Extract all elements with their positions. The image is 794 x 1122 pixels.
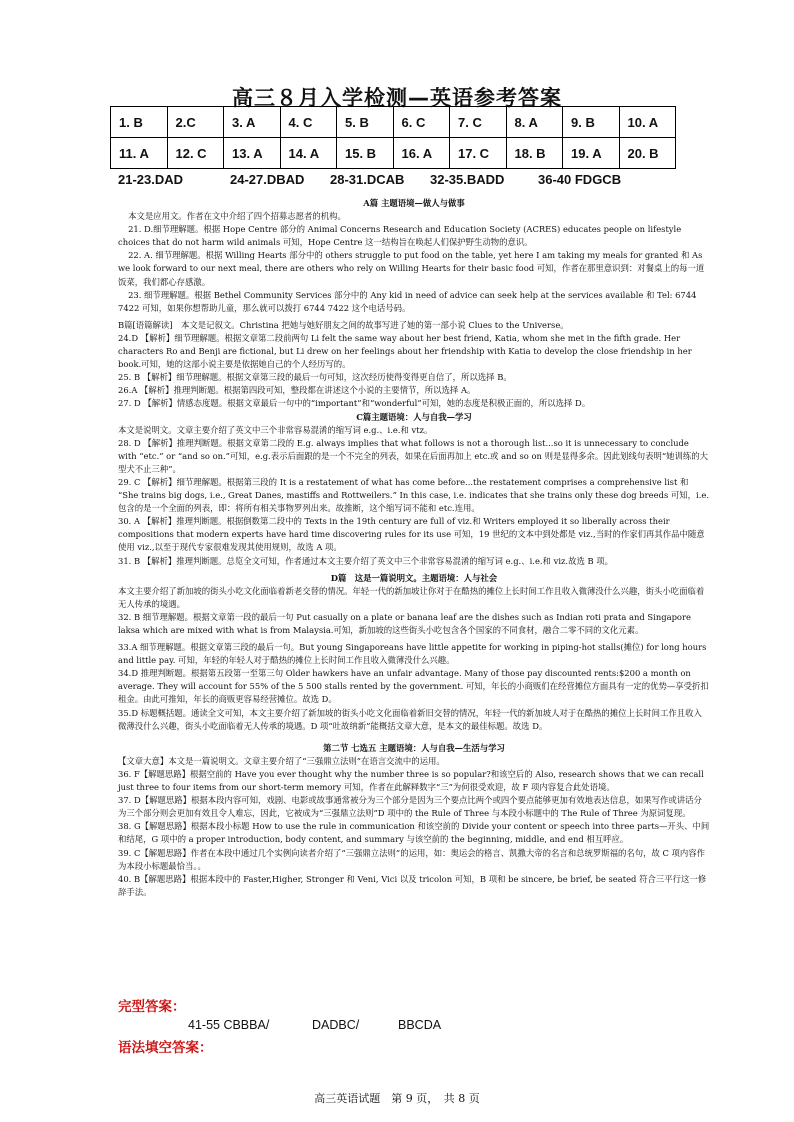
- paragraph: 38. G【解题思路】根据本段小标题 How to use the rule in communication 和该空前的 Divide your content or speech into three parts—开头、中间和结尾，G 项中的 a proper introduction, body content, and summary 与该空前的 the beginning, middle, and end 相互呼应。: [118, 821, 710, 845]
- paragraph: 39. C【解题思路】作者在本段中通过几个实例向读者介绍了“三强鼎立法则”的运用，如：奥运会的格言、凯撒大帝的名言和总统罗斯福的名句，故 C 项内容作为本段小标题最恰当。。: [118, 847, 706, 871]
- answer-cell: 12. C: [167, 138, 224, 169]
- section-d-heading: D篇 这是一篇说明文。主题语境：人与社会: [330, 572, 498, 583]
- answer-cell: 19. A: [563, 138, 620, 169]
- paragraph: 40. B【解题思路】根据本段中的 Faster,Higher, Stronger 和 Veni, Vici 以及 tricolon 可知，B 项和 be sincere, be brief, be seated 符合三平行这一修辞手法。: [118, 873, 707, 897]
- answer-cell: 7. C: [450, 107, 507, 138]
- multi-answer: 32-35.BADD: [430, 172, 505, 187]
- answer-cell: 14. A: [280, 138, 337, 169]
- paragraph: 32. B 细节理解题。根据文章第一段的最后一句 Put casually on a plate or banana leaf are the dishes such as Indian roti prata and Singapore laksa which are mixed with what is from Malaysia.可知，新加坡的这些街头小吃包含各个国家的不同食材，融合二零不同的文化元素。: [118, 611, 691, 635]
- section-b-intro: B篇[语篇解读] 本文是记叙文。Christina 把她与她好朋友之间的故事写进了她的第一部小说 Clues to the Universe。: [118, 319, 569, 330]
- paragraph: 30. A 【解析】推理判断题。根据倒数第二段中的 Texts in the 19th century are full of viz.和 Writers employed it so liberally across their compositions that modern experts have hard time discovering rules for its use 可知，19 世纪的文本中到处都是 viz.,当时的作家们再其作品中随意使用 viz.,以至于现代专家很难发现其使用规则，故选 A 项。: [118, 516, 705, 553]
- answer-cell: 10. A: [619, 107, 676, 138]
- paragraph: 24.D 【解析】细节理解题。根据文章第二段前两句 Li felt the same way about her best friend, Katia, whom she met in the fifth grade. Her characters Ro and Benji are fictional, but Li drew on her feelings about her friendship with Katia to develop the close friendship in her book.可知，她的这部小说主要是依据她自己的个人经历写的。: [118, 332, 692, 370]
- paragraph: 27. D 【解析】情感态度题。根据文章最后一句中的“important”和“wonderful”可知，她的态度是积极正面的，所以选择 D。: [118, 398, 591, 409]
- paragraph: 23. 细节理解题。根据 Bethel Community Services 部分中的 Any kid in need of advice can seek help at the services available 和 Tel: 6744 7422 可知，如果你想帮助儿童，那么就可以拨打 6744 7422 这个电话号码。: [118, 289, 697, 313]
- answer-table: [110, 106, 676, 169]
- multi-answer: 28-31.DCAB: [330, 172, 405, 187]
- answer-cell: 16. A: [393, 138, 450, 169]
- multi-answer: 36-40 FDGCB: [538, 172, 622, 187]
- paragraph: 22. A. 细节理解题。根据 Willing Hearts 部分中的 others struggle to put food on the table, yet here I am taking my meals for granted 和 As we look forward to our next meal, there are others who rely on Willing Hearts for their basic food 可知，作者在那里意识到：对餐桌上的每一道饭菜，我们都心存感激。: [118, 250, 705, 287]
- answer-cell: 1. B: [111, 107, 168, 138]
- cloze-answer: BBCDA: [398, 1018, 442, 1032]
- paragraph: 【文章大意】本文是一篇说明文。文章主要介绍了“三强鼎立法则”在语言交流中的运用。: [118, 755, 445, 766]
- paragraph: 33.A 细节理解题。根据文章第三段的最后一句。But young Singaporeans have little appetite for working in piping-hot stalls(摊位) for long hours and little pay. 可知，年轻的年轻人对于酷热的摊位上长时间工作且收入微薄没什么兴趣。: [118, 642, 707, 666]
- answer-cell: 3. A: [224, 107, 281, 138]
- answer-cell: 18. B: [506, 138, 563, 169]
- section-seven-five-heading: 第二节 七选五 主题语境：人与自我—生活与学习: [323, 742, 505, 753]
- paragraph: 29. C 【解析】细节理解题。根据第三段的 It is a restatement of what has come before...the restatement comprises a comprehensive list 和 “She trains big dogs, i.e., Great Danes, mastiffs and Rottweilers.” In this case, i.e. indicates that she trains only these dog breeds 可知，i.e.包含的是一个全面的列表，即：将所有相关事物罗列出来。故推断，这个缩写词不能和 etc.连用。: [118, 476, 709, 514]
- cloze-heading: 完型答案：: [118, 999, 186, 1015]
- paragraph: 31. B 【解析】推理判断题。总览全文可知，作者通过本文主要介绍了英文中三个非常容易混淆的缩写词 e.g.、i.e.和 viz.故选 B 项。: [118, 555, 614, 566]
- paragraph: 本文是应用文。作者在文中介绍了四个招募志愿者的机构。: [128, 211, 346, 222]
- page-title: 高三８月入学检测—英语参考答案: [232, 86, 562, 110]
- paragraph: 35.D 标题概括题。通读全文可知，本文主要介绍了新加坡的街头小吃文化面临着新旧交替的情况，年轻一代的新加坡人对于在酷热的摊位上长时间工作且收入微薄没什么兴趣，街头小吃面临着无人传承的境遇。D 项“吐故纳新”能概括文章大意，是本文的最佳标题。故选 D。: [118, 707, 702, 731]
- paragraph: 21. D.细节理解题。根据 Hope Centre 部分的 Animal Concerns Research and Education Society (ACRES) educates people on lifestyle choices that do not harm wild animals 可知，Hope Centre 这一结构旨在唤起人们保护野生动物的意识。: [118, 224, 682, 248]
- cloze-answer: DADBC/: [312, 1018, 360, 1032]
- answer-cell: 8. A: [506, 107, 563, 138]
- paragraph: 本文是说明文。文章主要介绍了英文中三个非常容易混淆的缩写词 e.g.、i.e.和 vtz。: [118, 424, 433, 435]
- paragraph: 37. D【解题思路】根据本段内容可知，戏剧、电影或故事通常被分为三个部分是因为三个要点比两个或四个要点能够更加有效地表达信息，如果写作或讲话分为三个部分则会更加有效且令人难忘，因此，它被成为“三强鼎立法则”D 项中的 the Rule of Three 与本段小标题中的 The Rule of Three 为原词复现。: [118, 795, 702, 819]
- answer-cell: 17. C: [450, 138, 507, 169]
- answer-row-2: [111, 138, 676, 169]
- paragraph: 25. B 【解析】细节理解题。根据文章第三段的最后一句可知，这次经历使得变得更自信了，所以选择 B。: [118, 372, 512, 383]
- multi-answer: 24-27.DBAD: [230, 172, 305, 187]
- answer-cell: 20. B: [619, 138, 676, 169]
- answer-row-1: [111, 107, 676, 138]
- answer-cell: 4. C: [280, 107, 337, 138]
- answer-cell: 13. A: [224, 138, 281, 169]
- answer-cell: 5. B: [337, 107, 394, 138]
- grammar-heading: 语法填空答案：: [118, 1040, 213, 1056]
- explanation-body: [118, 197, 710, 899]
- answer-cell: 15. B: [337, 138, 394, 169]
- answer-cell: 2.C: [167, 107, 224, 138]
- multi-answer: 21-23.DAD: [118, 172, 184, 187]
- paragraph: 36. F【解题思路】根据空前的 Have you ever thought why the number three is so popular?和该空后的 Also, research shows that we can recall just three to four items from our short-term memory 可知，作者在此解释数字“三”为何很受欢迎，故 F 项内容复合此处语境。: [118, 768, 704, 793]
- cloze-answer: 41-55 CBBBA/: [188, 1018, 270, 1032]
- answer-cell: 9. B: [563, 107, 620, 138]
- answer-cell: 11. A: [111, 138, 168, 169]
- paragraph: 34.D 推理判断题。根据第五段第一至第三句 Older hawkers have an unfair advantage. Many of those pay discounted rents:$200 a month on average. They will account for 55% of the 5 500 stalls rented by the government. 可知，年长的小商贩们在经营摊位方面具有一定的优势—享受折扣租金。由此可推知，年长的商贩更容易经营摊位。故选 D。: [118, 668, 709, 705]
- paragraph: 26.A 【解析】推理判断题。根据第四段可知，整段都在讲述这个小说的主要情节，所以选择 A。: [118, 385, 476, 396]
- answer-cell: 6. C: [393, 107, 450, 138]
- paragraph: 28. D 【解析】推理判断题。根据文章第二段的 E.g. always implies that what follows is not a thorough list...so it is unnecessary to conclude with “etc.” or “and so on.”可知，e.g.表示后面跟的是一个不完全的列表，如果在后面再加上 etc.或 and so on 则是显得多余。因此划线句表明“她训练的大型犬不止三种”。: [118, 437, 709, 474]
- section-a-heading: A篇 主题语境—做人与做事: [363, 198, 465, 208]
- paragraph: 本文主要介绍了新加坡的街头小吃文化面临着新老交替的情况。年轻一代的新加坡让你对于在酷热的摊位上长时间工作且收入微薄没什么兴趣，街头小吃面临着无人传承的境遇。: [118, 585, 705, 609]
- page-footer: 高三英语试题 第 9 页， 共 8 页: [314, 1092, 480, 1105]
- section-c-heading: C篇主题语境：人与自我—学习: [356, 411, 472, 422]
